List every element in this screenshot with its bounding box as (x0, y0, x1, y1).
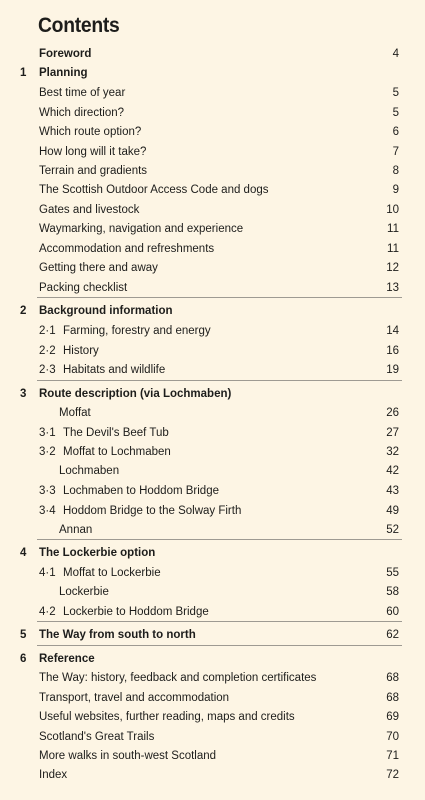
page-number: 27 (386, 427, 399, 439)
toc-entry[interactable] (0, 650, 425, 669)
toc-entry[interactable] (0, 583, 425, 602)
entry-title: More walks in south-west Scotland (39, 750, 217, 762)
toc-entry[interactable] (0, 443, 425, 462)
page-number: 6 (392, 126, 399, 138)
toc-entry[interactable] (0, 544, 425, 563)
page-number: 68 (386, 692, 399, 704)
page-number: 14 (386, 325, 399, 337)
section-divider (37, 539, 402, 540)
page-number: 12 (386, 262, 399, 274)
entry-title: The Way from south to north (39, 629, 196, 641)
chapter-number: 1 (20, 67, 27, 79)
page-number: 7 (392, 146, 399, 158)
section-number: 2·3 (39, 364, 56, 376)
entry-title: Useful websites, further reading, maps and credits (39, 711, 295, 723)
toc-entry[interactable] (0, 64, 425, 83)
page-title: Contents (38, 14, 120, 37)
page-number: 60 (386, 606, 399, 618)
entry-title: Which direction? (39, 107, 125, 119)
section-number: 2·2 (39, 345, 56, 357)
page-number: 49 (386, 505, 399, 517)
section-number: 4·1 (39, 567, 56, 579)
chapter-number: 3 (20, 388, 27, 400)
entry-title: Route description (via Lochmaben) (39, 388, 232, 400)
page-number: 13 (386, 282, 399, 294)
entry-title: Packing checklist (39, 282, 128, 294)
section-number: 3·1 (39, 427, 56, 439)
toc-entry[interactable] (0, 747, 425, 766)
toc-entry[interactable] (0, 482, 425, 501)
page-number: 32 (386, 446, 399, 458)
section-divider (37, 380, 402, 381)
entry-title: Background information (39, 305, 173, 317)
entry-title: Lochmaben (59, 465, 120, 477)
section-number: 4·2 (39, 606, 56, 618)
toc-entry[interactable] (0, 104, 425, 123)
page-number: 70 (386, 731, 399, 743)
page-number: 11 (387, 223, 399, 235)
page-number: 72 (386, 769, 399, 781)
entry-title: The Scottish Outdoor Access Code and dogs (39, 184, 269, 196)
page-number: 11 (387, 243, 399, 255)
section-divider (37, 645, 402, 646)
entry-title: Gates and livestock (39, 204, 140, 216)
section-number: 3·4 (39, 505, 56, 517)
entry-title: Transport, travel and accommodation (39, 692, 230, 704)
entry-title: Waymarking, navigation and experience (39, 223, 244, 235)
entry-title: Lochmaben to Hoddom Bridge (63, 485, 219, 497)
toc-entry[interactable] (0, 259, 425, 278)
toc-entry[interactable] (0, 162, 425, 181)
page-number: 5 (392, 87, 399, 99)
toc-entry[interactable] (0, 240, 425, 259)
entry-title: Foreword (39, 48, 92, 60)
entry-title: Terrain and gradients (39, 165, 148, 177)
page-number: 9 (392, 184, 399, 196)
section-divider (37, 621, 402, 622)
page-number: 10 (386, 204, 399, 216)
entry-title: The Devil's Beef Tub (63, 427, 169, 439)
chapter-number: 6 (20, 653, 27, 665)
entry-title: Hoddom Bridge to the Solway Firth (63, 505, 242, 517)
page-number: 62 (386, 629, 399, 641)
toc-entry[interactable] (0, 279, 425, 298)
toc-entry[interactable] (0, 302, 425, 321)
chapter-number: 4 (20, 547, 27, 559)
chapter-number: 5 (20, 629, 27, 641)
section-divider (37, 297, 402, 298)
page-number: 52 (386, 524, 399, 536)
toc-entry[interactable] (0, 361, 425, 380)
toc-entry[interactable] (0, 626, 425, 645)
chapter-number: 2 (20, 305, 27, 317)
entry-title: Reference (39, 653, 95, 665)
section-number: 3·3 (39, 485, 56, 497)
entry-title: Best time of year (39, 87, 126, 99)
entry-title: Accommodation and refreshments (39, 243, 215, 255)
entry-title: Farming, forestry and energy (63, 325, 211, 337)
entry-title: Moffat to Lockerbie (63, 567, 161, 579)
toc-entry[interactable] (0, 521, 425, 540)
entry-title: Which route option? (39, 126, 142, 138)
entry-title: How long will it take? (39, 146, 147, 158)
toc-entry[interactable] (0, 220, 425, 239)
toc-entry[interactable] (0, 689, 425, 708)
page-number: 26 (386, 407, 399, 419)
page-number: 71 (386, 750, 399, 762)
toc-entry[interactable] (0, 564, 425, 583)
entry-title: The Way: history, feedback and completion certificates (39, 672, 317, 684)
page-number: 42 (386, 465, 399, 477)
toc-entry[interactable] (0, 181, 425, 200)
page-number: 43 (386, 485, 399, 497)
toc-entry[interactable] (0, 342, 425, 361)
toc-entry[interactable] (0, 424, 425, 443)
toc-entry[interactable] (0, 502, 425, 521)
page-number: 55 (386, 567, 399, 579)
entry-title: The Lockerbie option (39, 547, 156, 559)
entry-title: Habitats and wildlife (63, 364, 166, 376)
entry-title: Moffat to Lochmaben (63, 446, 171, 458)
toc-entry[interactable] (0, 322, 425, 341)
page-number: 4 (392, 48, 399, 60)
toc-entry[interactable] (0, 462, 425, 481)
section-number: 2·1 (39, 325, 56, 337)
entry-title: Scotland's Great Trails (39, 731, 155, 743)
section-number: 3·2 (39, 446, 56, 458)
entry-title: Moffat (59, 407, 91, 419)
page-number: 5 (392, 107, 399, 119)
entry-title: Lockerbie (59, 586, 109, 598)
toc-entry[interactable] (0, 201, 425, 220)
toc-entry[interactable] (0, 669, 425, 688)
page-number: 68 (386, 672, 399, 684)
entry-title: Getting there and away (39, 262, 158, 274)
toc-entry[interactable] (0, 766, 425, 785)
toc-entry[interactable] (0, 385, 425, 404)
toc-entry[interactable] (0, 84, 425, 103)
toc-entry[interactable] (0, 45, 425, 64)
page-number: 69 (386, 711, 399, 723)
page-number: 19 (386, 364, 399, 376)
toc-entry[interactable] (0, 708, 425, 727)
toc-entry[interactable] (0, 603, 425, 622)
toc-entry[interactable] (0, 123, 425, 142)
entry-title: History (63, 345, 99, 357)
toc-entry[interactable] (0, 404, 425, 423)
page-number: 58 (386, 586, 399, 598)
entry-title: Index (39, 769, 68, 781)
toc-entry[interactable] (0, 728, 425, 747)
entry-title: Planning (39, 67, 88, 79)
page-number: 8 (392, 165, 399, 177)
entry-title: Annan (59, 524, 93, 536)
entry-title: Lockerbie to Hoddom Bridge (63, 606, 209, 618)
toc-entry[interactable] (0, 143, 425, 162)
page-number: 16 (386, 345, 399, 357)
